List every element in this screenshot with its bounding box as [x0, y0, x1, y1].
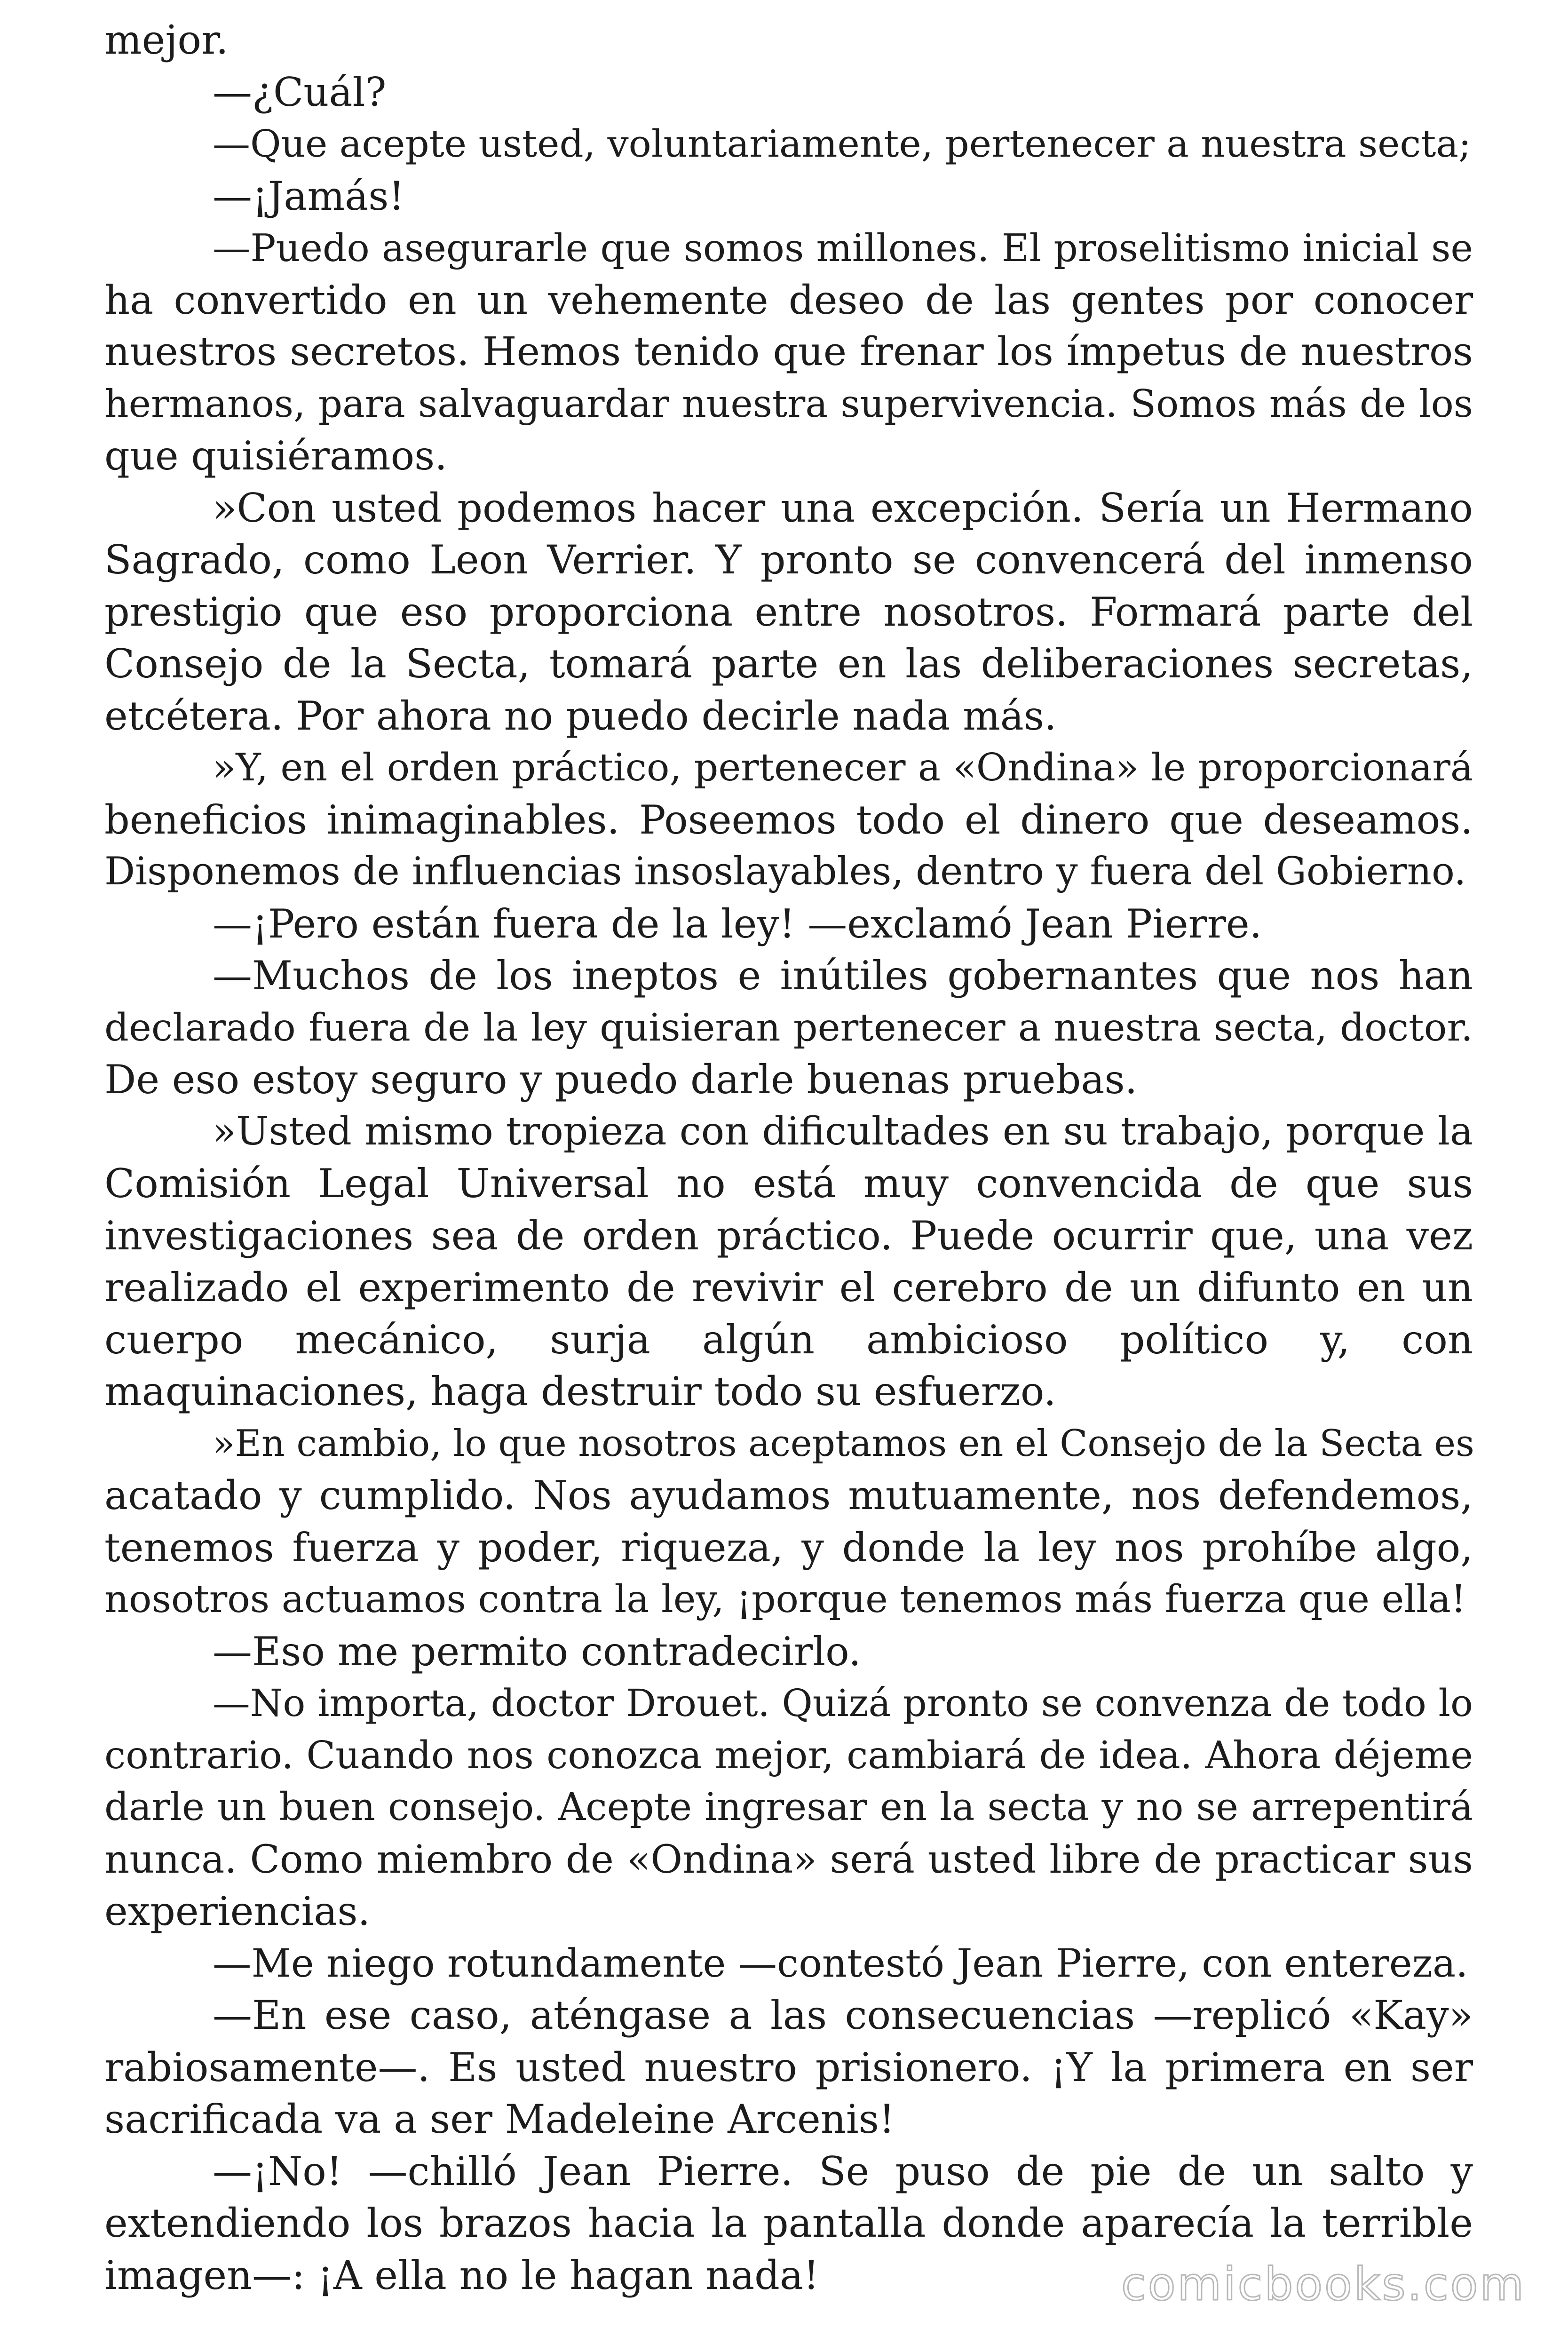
text-line: acatado y cumplido. Nos ayudamos mutuamente, nos defendemos, [104, 1472, 1473, 1518]
text-line: darle un buen consejo. Acepte ingresar en la secta y no se arrepentirá [104, 1785, 1473, 1829]
text-line: —Muchos de los ineptos e inútiles gobernantes que nos han [213, 953, 1473, 999]
text-line: Sagrado, como Leon Verrier. Y pronto se convencerá del inmenso [104, 537, 1473, 583]
text-line: declarado fuera de la ley quisieran pertenecer a nuestra secta, doctor. [104, 1005, 1473, 1050]
page-text [104, 14, 1473, 2301]
text-line: —Puedo asegurarle que somos millones. El proselitismo inicial se [213, 226, 1473, 270]
text-line: investigaciones sea de orden práctico. Puede ocurrir que, una vez [104, 1212, 1473, 1259]
text-line: —En ese caso, aténgase a las consecuencias —replicó «Kay» [213, 1992, 1473, 2038]
text-line: extendiendo los brazos hacia la pantalla donde aparecía la terrible [104, 2200, 1473, 2246]
text-line: que quisiéramos. [104, 433, 447, 479]
text-line: prestigio que eso proporciona entre nosotros. Formará parte del [104, 588, 1473, 635]
text-line: nosotros actuamos contra la ley, ¡porque tenemos más fuerza que ella! [104, 1577, 1466, 1621]
text-line: cuerpo mecánico, surja algún ambicioso político y, con [104, 1316, 1473, 1363]
text-line: —No importa, doctor Drouet. Quizá pronto se convenza de todo lo [213, 1681, 1473, 1725]
text-line: »En cambio, lo que nosotros aceptamos en el Consejo de la Secta es [213, 1422, 1474, 1465]
text-line: —¡No! —chilló Jean Pierre. Se puso de pie de un salto y [213, 2148, 1473, 2194]
text-line: mejor. [104, 17, 229, 63]
text-line: tenemos fuerza y poder, riqueza, y donde la ley nos prohíbe algo, [104, 1524, 1473, 1571]
text-line: sacrificada va a ser Madeleine Arcenis! [104, 2096, 895, 2142]
text-line: maquinaciones, haga destruir todo su esfuerzo. [104, 1368, 1056, 1414]
watermark: comicbooks.com [1121, 2258, 1526, 2311]
text-line: rabiosamente—. Es usted nuestro prisionero. ¡Y la primera en ser [104, 2044, 1473, 2090]
text-line: nunca. Como miembro de «Ondina» será usted libre de practicar sus [104, 1836, 1473, 1882]
text-line: Consejo de la Secta, tomará parte en las deliberaciones secretas, [104, 641, 1473, 687]
text-line: nuestros secretos. Hemos tenido que frenar los ímpetus de nuestros [104, 329, 1473, 374]
text-line: —¿Cuál? [213, 69, 387, 115]
text-line: »Y, en el orden práctico, pertenecer a «Ondina» le proporcionará [213, 746, 1473, 790]
text-line: beneficios inimaginables. Poseemos todo el dinero que deseamos. [104, 796, 1473, 843]
text-line: contrario. Cuando nos conozca mejor, cambiará de idea. Ahora déjeme [104, 1733, 1473, 1778]
text-line: —¡Pero están fuera de la ley! —exclamó Jean Pierre. [213, 900, 1262, 947]
text-line: —Me niego rotundamente —contestó Jean Pierre, con entereza. [213, 1940, 1468, 1986]
text-line: ha convertido en un vehemente deseo de las gentes por conocer [104, 277, 1473, 323]
text-line: Disponemos de influencias insoslayables, dentro y fuera del Gobierno. [104, 850, 1466, 894]
text-line: —Que acepte usted, voluntariamente, pertenecer a nuestra secta; [213, 122, 1471, 166]
text-line: Comisión Legal Universal no está muy convencida de que sus [104, 1160, 1473, 1207]
text-line: —¡Jamás! [213, 173, 405, 219]
text-line: imagen—: ¡A ella no le hagan nada! [104, 2252, 819, 2298]
text-line: »Con usted podemos hacer una excepción. Sería un Hermano [213, 485, 1473, 531]
text-line: realizado el experimento de revivir el cerebro de un difunto en un [104, 1264, 1473, 1311]
text-line: hermanos, para salvaguardar nuestra supervivencia. Somos más de los [104, 381, 1473, 426]
text-line: »Usted mismo tropieza con dificultades en su trabajo, porque la [213, 1109, 1473, 1154]
text-line: experiencias. [104, 1888, 371, 1934]
text-line: De eso estoy seguro y puedo darle buenas pruebas. [104, 1057, 1138, 1103]
text-line: etcétera. Por ahora no puedo decirle nada más. [104, 692, 1057, 739]
text-line: —Eso me permito contradecirlo. [213, 1628, 861, 1675]
